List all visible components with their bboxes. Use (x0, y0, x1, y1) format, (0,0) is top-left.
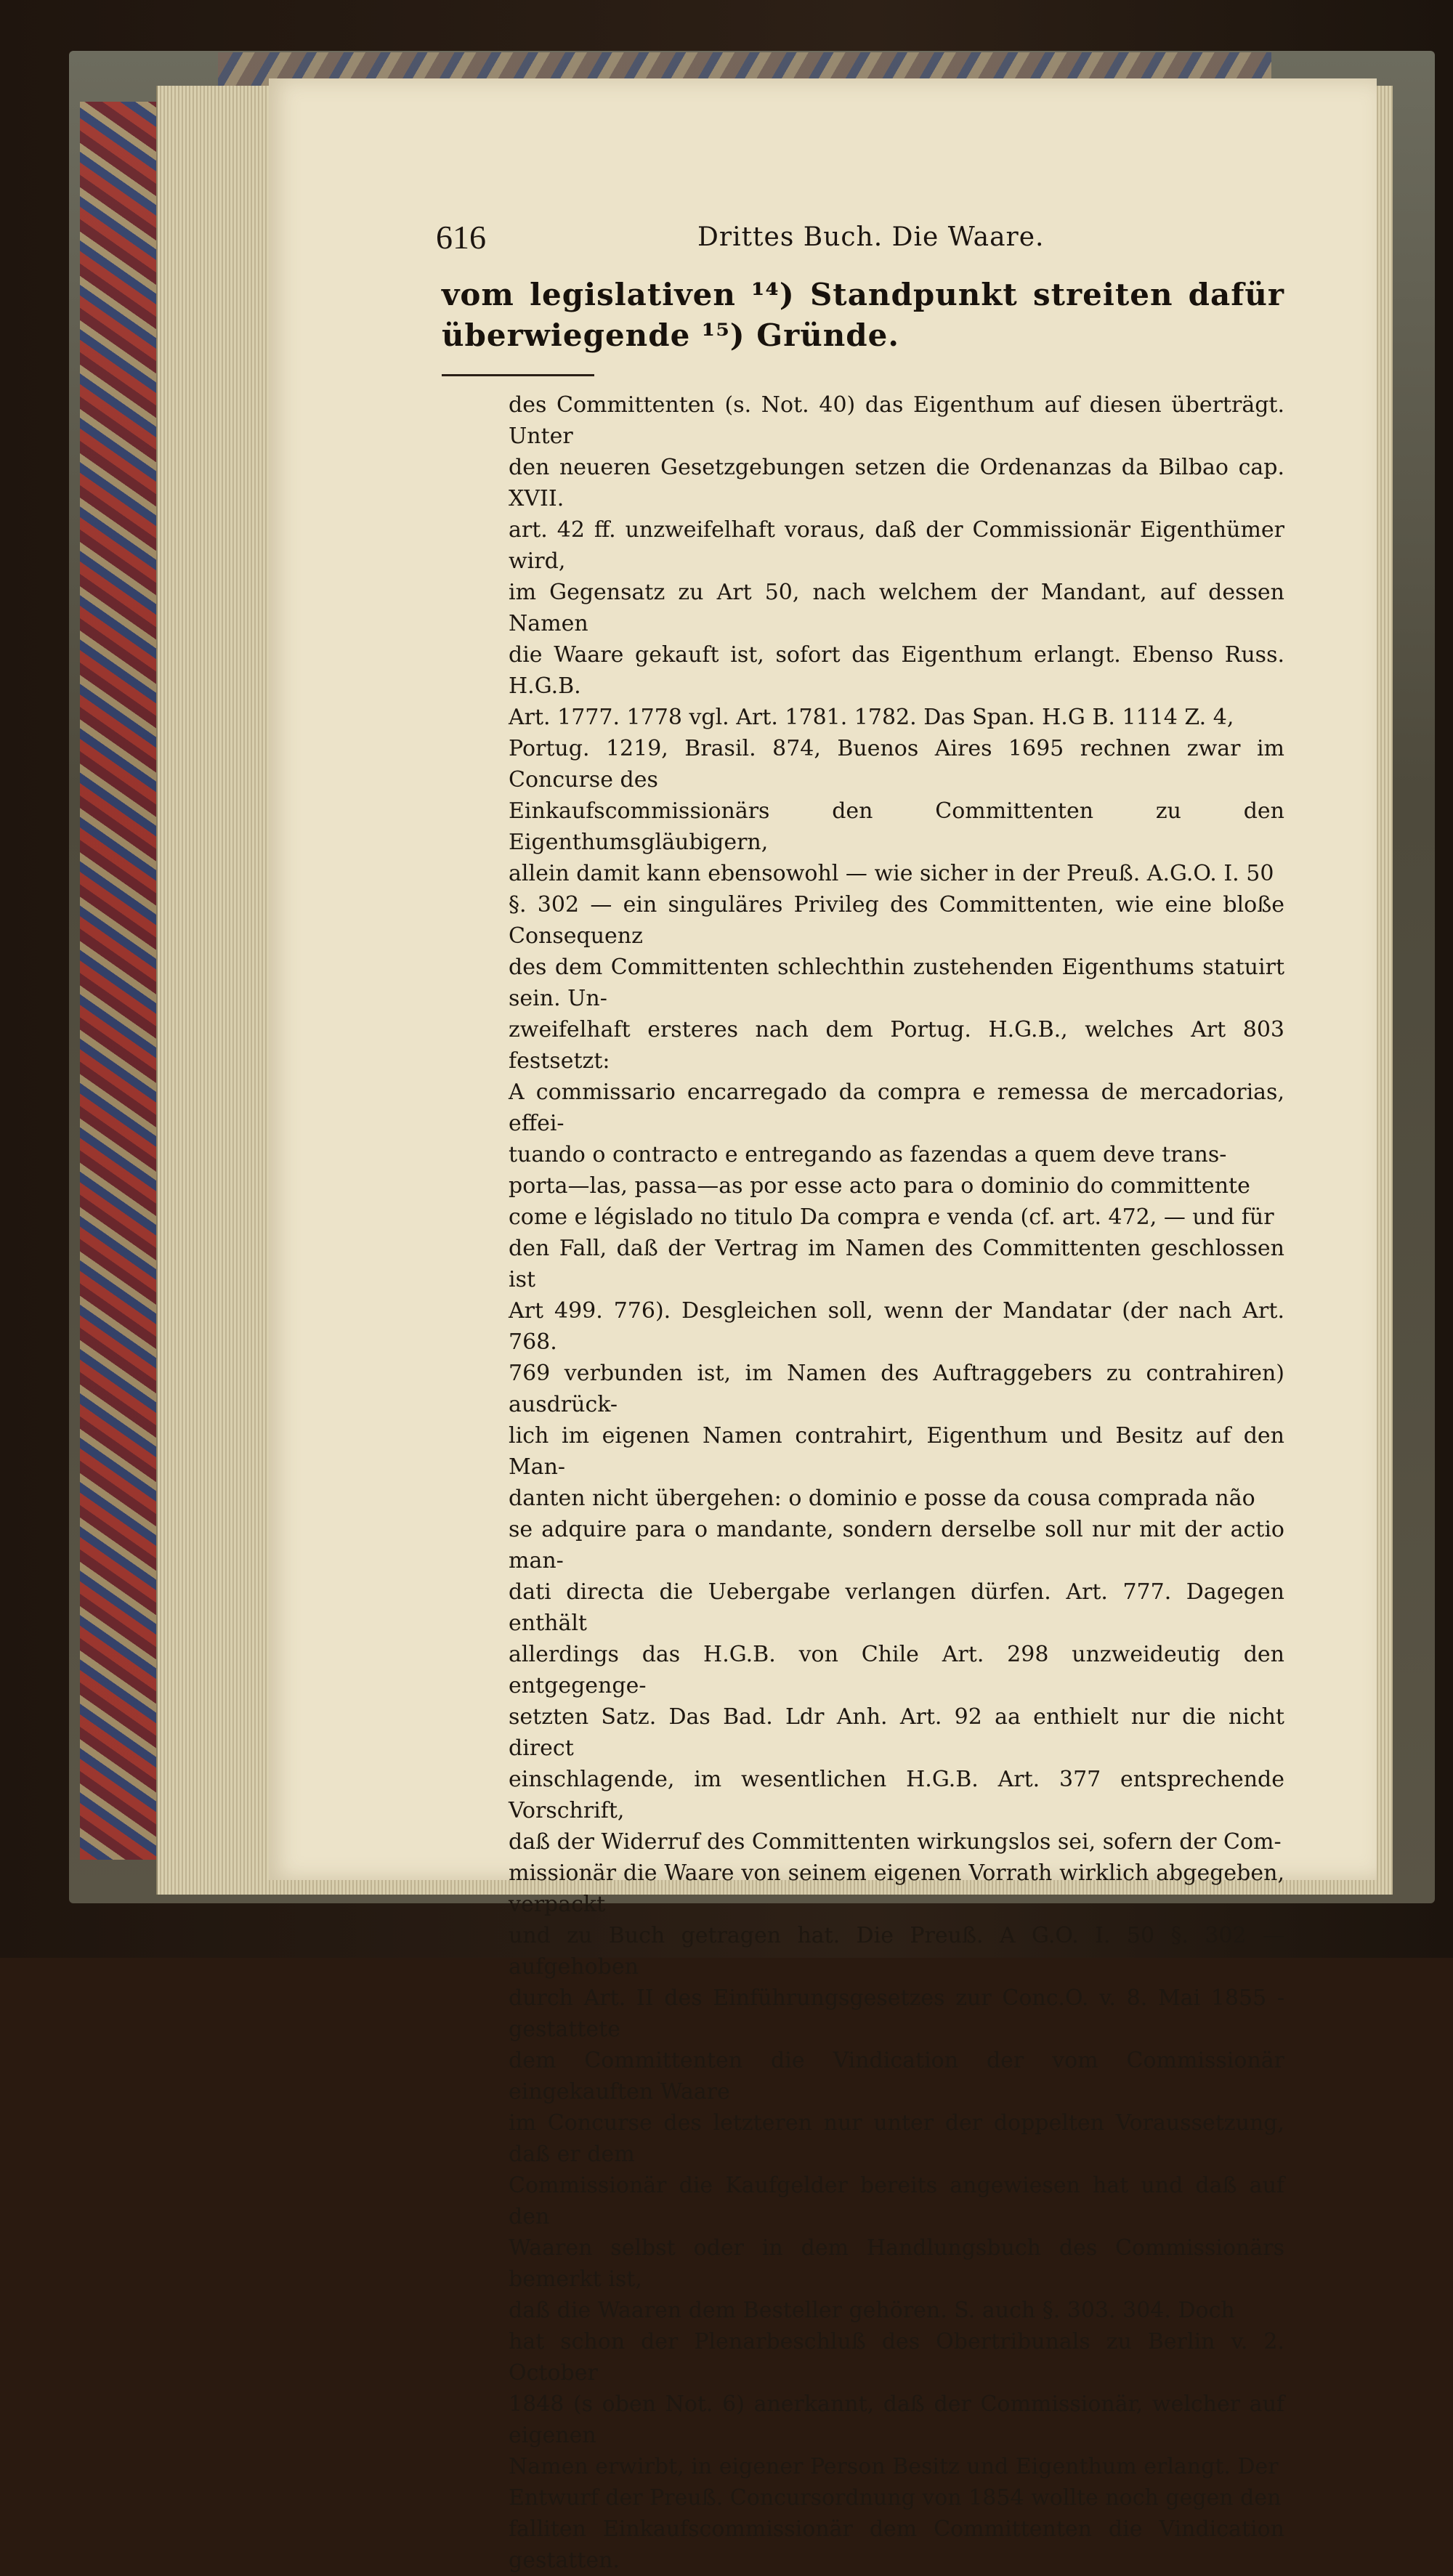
footnote-line: se adquire para o mandante, sondern derselbe soll nur mit der actio man- (509, 1517, 1284, 1573)
footnote-line: lich im eigenen Namen contrahirt, Eigenthum und Besitz auf den Man- (509, 1423, 1284, 1480)
footnote-line: danten nicht übergehen: o dominio e posse da cousa comprada não (509, 1486, 1255, 1511)
running-head: Drittes Buch. Die Waare. (697, 222, 1045, 252)
footnote-line: Einkaufscommissionärs den Committenten zu den Eigenthumsgläubigern, (509, 798, 1284, 855)
footnote-line: des dem Committenten schlechthin zustehenden Eigenthums statuirt sein. Un- (509, 955, 1284, 1011)
footnote-line: Namen erwirbt, in eigener Person Besitz und Eigenthum erlangt. Der (509, 2454, 1279, 2479)
footnote-line: hat schon der Plenarbeschluß des Obertribunals zu Berlin v. 2. October (509, 2329, 1284, 2386)
footnote-line: durch Art. II des Einführungsgesetzes zur Conc.O. v. 8. Mai 1855 - gestattete (509, 1985, 1284, 2042)
footnote-line: come e législado no titulo Da compra e venda (cf. art. 472, — und für (509, 1204, 1274, 1230)
footnote-line: den neueren Gesetzgebungen setzen die Ordenanzas da Bilbao cap. XVII. (509, 455, 1284, 511)
footnote-line: die Waare gekauft ist, sofort das Eigenthum erlangt. Ebenso Russ. H.G.B. (509, 642, 1284, 699)
footnote-line: 769 verbunden ist, im Namen des Auftraggebers zu contrahiren) ausdrück- (509, 1361, 1284, 1417)
footnote-line: dati directa die Uebergabe verlangen dürfen. Art. 777. Dagegen enthält (509, 1579, 1284, 1636)
marbled-edge-left (80, 102, 167, 1860)
page-header (436, 218, 1279, 262)
main-text-carry-over: vom legislativen ¹⁴) Standpunkt streiten dafür überwiegende ¹⁵) Gründe. (442, 277, 1284, 353)
footnote-line: Art 499. 776). Desgleichen soll, wenn der Mandatar (der nach Art. 768. (509, 1298, 1284, 1355)
footnote-line: im Concurse des letzteren nur unter der doppelten Voraussetzung, daß er dem (509, 2110, 1284, 2167)
footnote-line: dem Committenten die Vindication der vom Commissionär eingekauften Waare (509, 2048, 1284, 2105)
footnote-line: missionär die Waare von seinem eigenen Vorrath wirklich abgegeben, verpackt (509, 1860, 1284, 1917)
footnote-line: Entwurf der Preuß. Concursordnung von 1854 wollte noch gegen den (509, 2485, 1282, 2511)
page-number: 616 (436, 219, 486, 256)
footnote-block (509, 389, 1284, 2576)
footnote-line: falliten Einkaufscommissionär dem Committenten die Vindication gestatten. (509, 2516, 1284, 2573)
footnote-line: Waaren selbst oder in dem Handlungsbuch des Commissionärs bemerkt ist, (509, 2235, 1284, 2292)
footnote-line: daß der Widerruf des Committenten wirkungslos sei, sofern der Com- (509, 1829, 1282, 1855)
footnote-line: im Gegensatz zu Art 50, nach welchem der Mandant, auf dessen Namen (509, 580, 1284, 636)
footnote-line: den Fall, daß der Vertrag im Namen des Committenten geschlossen ist (509, 1236, 1284, 1292)
footnote-line: setzten Satz. Das Bad. Ldr Anh. Art. 92 aa enthielt nur die nicht direct (509, 1704, 1284, 1761)
footnote-line: tuando o contracto e entregando as fazendas a quem deve trans- (509, 1142, 1227, 1167)
footnote-line: Portug. 1219, Brasil. 874, Buenos Aires 1695 rechnen zwar im Concurse des (509, 736, 1284, 793)
footnote-line: einschlagende, im wesentlichen H.G.B. Art. 377 entsprechende Vorschrift, (509, 1767, 1284, 1823)
footnote-line: Commissionär die Kaufgelder bereits angewiesen hat und daß auf den (509, 2173, 1284, 2229)
footnote-line: §. 302 — ein singuläres Privileg des Committenten, wie eine bloße Consequenz (509, 892, 1284, 949)
footnote-line: art. 42 ff. unzweifelhaft voraus, daß der Commissionär Eigenthümer wird, (509, 517, 1284, 574)
footnote-line: daß die Waaren dem Besteller gehören. S. auch §. 303. 304. Doch (509, 2298, 1235, 2323)
footnote-line: allein damit kann ebensowohl — wie sicher in der Preuß. A.G.O. I. 50 (509, 861, 1274, 886)
footnote-line: 1848 (s oben Not. 6) anerkannt, daß der Commissionär, welcher auf eigenen (509, 2391, 1284, 2448)
footnote-line: zweifelhaft ersteres nach dem Portug. H.G.B., welches Art 803 festsetzt: (509, 1017, 1284, 1074)
footnote-line: und zu Buch getragen hat. Die Preuß. A G.O. I. 50 §. 302 — aufgehoben (509, 1923, 1284, 1980)
footnote-line: Art. 1777. 1778 vgl. Art. 1781. 1782. Das Span. H.G B. 1114 Z. 4, (509, 705, 1234, 730)
footnote-line: allerdings das H.G.B. von Chile Art. 298 unzweideutig den entgegenge- (509, 1642, 1284, 1698)
footnote-line: A commissario encarregado da compra e remessa de mercadorias, effei- (509, 1080, 1284, 1136)
footnote-line: des Committenten (s. Not. 40) das Eigenthum auf diesen überträgt. Unter (509, 392, 1284, 449)
footnote-line: porta—las, passa—as por esse acto para o dominio do committente (509, 1173, 1250, 1199)
footnote-rule (442, 374, 594, 376)
